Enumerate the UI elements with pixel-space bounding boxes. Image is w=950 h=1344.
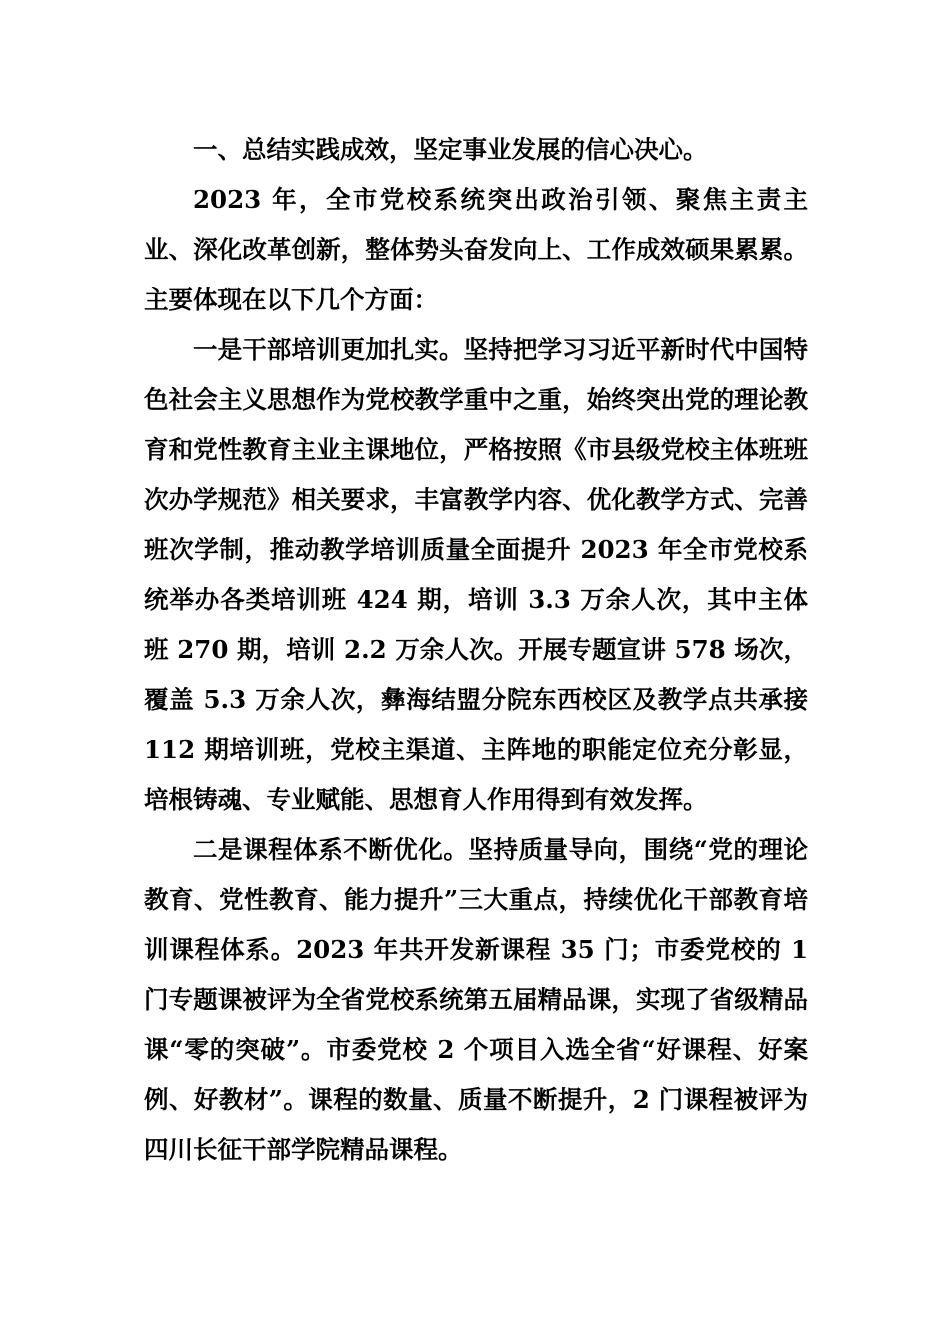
- paragraph-intro: 2023 年，全市党校系统突出政治引领、聚焦主责主业、深化改革创新，整体势头奋发向上、工作成效硕果累累。主要体现在以下几个方面：: [144, 185, 808, 314]
- paragraph-curriculum: 二是课程体系不断优化。坚持质量导向，围绕“党的理论教育、党性教育、能力提升”三大重点，持续优化干部教育培训课程体系。2023 年共开发新课程 35 门；市委党校的 1 门专题课被评为全省党校系统第五届精品课，实现了省级精品课“零的突破”。市委党校 2 个项目入选全省“好课程、好案例、好教材”。课程的数量、质量不断提升，2 门课程被评为四川长征干部学院精品课程。: [144, 835, 808, 1164]
- paragraph-cadre-training: 一是干部培训更加扎实。坚持把学习习近平新时代中国特色社会主义思想作为党校教学重中之重，始终突出党的理论教育和党性教育主业主课地位，严格按照《市县级党校主体班班次办学规范》相关要求，丰富教学内容、优化教学方式、完善班次学制，推动教学培训质量全面提升 2023 年全市党校系统举办各类培训班 424 期，培训 3.3 万余人次，其中主体班 270 期，培训 2.2 万余人次。开展专题宣讲 578 场次，覆盖 5.3 万余人次，彝海结盟分院东西校区及教学点共承接 112 期培训班，党校主渠道、主阵地的职能定位充分彰显，培根铸魂、专业赋能、思想育人作用得到有效发挥。: [144, 335, 808, 814]
- document-body: [144, 125, 808, 1175]
- section-heading: 一、总结实践成效，坚定事业发展的信心决心。: [193, 135, 708, 164]
